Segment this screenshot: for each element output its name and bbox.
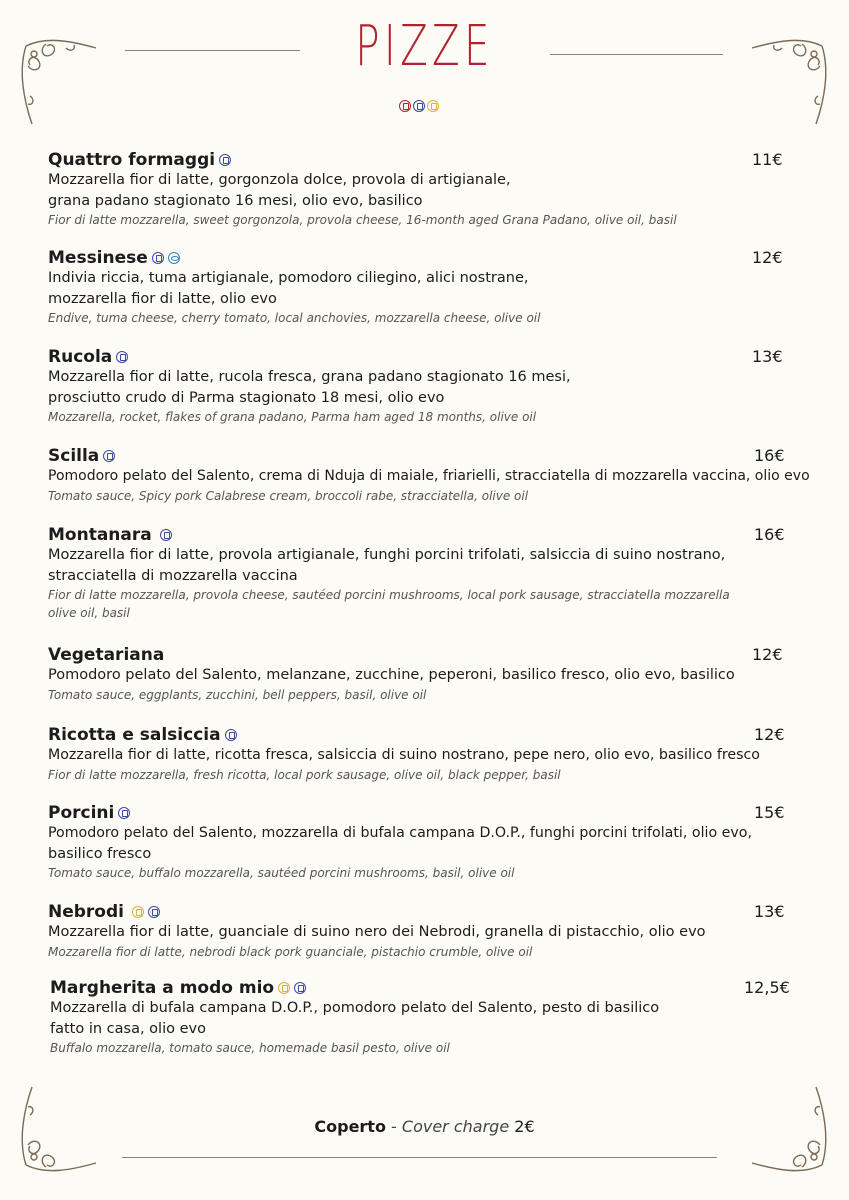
ornament-top-left	[16, 36, 106, 131]
dairy-icon	[219, 154, 231, 166]
item-desc: Mozzarella fior di latte, rucola fresca, grana padano stagionato 16 mesi,	[48, 369, 571, 385]
item-desc: Indivia riccia, tuma artigianale, pomodoro ciliegino, alici nostrane,	[48, 270, 529, 286]
item-desc: Mozzarella di bufala campana D.O.P., pomodoro pelato del Salento, pesto di basilico	[50, 1000, 660, 1016]
item-desc: Pomodoro pelato del Salento, crema di Nduja di maiale, friarielli, stracciatella di mozzarella vaccina, olio evo	[48, 468, 810, 484]
item-eng: Endive, tuma cheese, cherry tomato, local anchovies, mozzarella cheese, olive oil	[48, 311, 541, 325]
menu-item-scilla	[48, 446, 818, 505]
item-eng: Tomato sauce, eggplants, zucchini, bell peppers, basil, olive oil	[48, 687, 427, 702]
item-desc: Pomodoro pelato del Salento, melanzane, zucchine, peperoni, basilico fresco, olio evo, basilico	[48, 667, 735, 683]
item-price: 13€	[752, 347, 783, 366]
dairy-icon	[152, 252, 164, 264]
item-name: Nebrodi	[48, 902, 124, 922]
cover-sep: -	[385, 1117, 402, 1136]
item-price: 12€	[752, 645, 783, 664]
menu-item-rucola	[48, 347, 818, 426]
item-price: 12,5€	[744, 978, 790, 997]
item-price: 12€	[754, 725, 785, 744]
menu-item-ricotta-e-salsiccia	[48, 725, 818, 784]
item-price: 11€	[752, 150, 783, 169]
item-name: Margherita a modo mio	[50, 978, 275, 998]
dairy-icon	[160, 529, 172, 541]
item-name: Quattro formaggi	[48, 150, 216, 170]
item-name: Scilla	[48, 446, 100, 466]
item-price: 15€	[754, 803, 785, 822]
dairy-icon	[118, 807, 130, 819]
cover-label: Coperto	[314, 1117, 386, 1136]
item-eng: Buffalo mozzarella, tomato sauce, homemade basil pesto, olive oil	[50, 1041, 450, 1055]
dairy-icon	[148, 906, 160, 918]
menu-item-margherita-a-modo-mio	[50, 978, 820, 1057]
nut-icon	[278, 982, 290, 994]
item-desc: prosciutto crudo di Parma stagionato 18 mesi, olio evo	[48, 389, 445, 406]
item-desc: grana padano stagionato 16 mesi, olio evo, basilico	[48, 192, 423, 209]
menu-item-messinese	[48, 248, 818, 327]
dairy-icon	[225, 729, 237, 741]
item-eng: Mozzarella, rocket, flakes of grana padano, Parma ham aged 18 months, olive oil	[48, 410, 537, 424]
dairy-icon	[294, 982, 306, 994]
item-eng: Mozzarella fior di latte, nebrodi black pork guanciale, pistachio crumble, olive oil	[48, 944, 533, 959]
menu-item-vegetariana	[48, 645, 818, 704]
cover-eng: Cover charge	[401, 1117, 510, 1136]
footer-rule	[122, 1157, 717, 1158]
gluten-icon	[399, 100, 411, 112]
nut-icon	[427, 100, 439, 112]
item-price: 16€	[754, 525, 785, 544]
ornament-top-right	[742, 36, 832, 131]
item-desc: Mozzarella fior di latte, provola artigianale, funghi porcini trifolati, salsiccia di suino nostrano,	[48, 547, 726, 563]
menu-item-montanara	[48, 525, 818, 622]
item-eng: Tomato sauce, Spicy pork Calabrese cream, broccoli rabe, stracciatella, olive oil	[48, 488, 529, 503]
item-price: 12€	[752, 248, 783, 267]
header-rule-right	[550, 54, 723, 55]
item-desc: Mozzarella fior di latte, gorgonzola dolce, provola di artigianale,	[48, 172, 511, 188]
dairy-icon	[116, 351, 128, 363]
fish-icon	[168, 252, 180, 264]
item-price: 16€	[754, 446, 785, 465]
menu-item-nebrodi	[48, 902, 818, 961]
item-eng: olive oil, basil	[48, 606, 130, 620]
item-eng: Fior di latte mozzarella, fresh ricotta, local pork sausage, olive oil, black pepper, basil	[48, 767, 561, 782]
item-desc: basilico fresco	[48, 845, 152, 862]
dairy-icon	[413, 100, 425, 112]
cover-charge	[0, 1117, 849, 1136]
page-title: PIZZE	[355, 14, 494, 79]
item-name: Vegetariana	[48, 645, 165, 665]
item-desc: stracciatella di mozzarella vaccina	[48, 567, 298, 584]
item-desc: fatto in casa, olio evo	[50, 1020, 206, 1037]
menu-item-porcini	[48, 803, 818, 882]
item-name: Rucola	[48, 347, 113, 367]
nut-icon	[132, 906, 144, 918]
menu-item-quattro-formaggi	[48, 150, 818, 229]
allergen-legend	[399, 100, 439, 112]
item-name: Porcini	[48, 803, 115, 823]
item-desc: Mozzarella fior di latte, ricotta fresca, salsiccia di suino nostrano, pepe nero, olio evo, basilico fresco	[48, 747, 760, 763]
item-name: Montanara	[48, 525, 152, 545]
cover-price: 2€	[509, 1117, 535, 1136]
header-rule-left	[125, 50, 300, 51]
item-price: 13€	[754, 902, 785, 921]
dairy-icon	[103, 450, 115, 462]
item-eng: Fior di latte mozzarella, sweet gorgonzola, provola cheese, 16-month aged Grana Padano, olive oil, basil	[48, 213, 677, 227]
item-desc: mozzarella fior di latte, olio evo	[48, 290, 277, 307]
item-name: Messinese	[48, 248, 148, 268]
item-desc: Pomodoro pelato del Salento, mozzarella di bufala campana D.O.P., funghi porcini trifolati, olio evo,	[48, 825, 752, 841]
item-name: Ricotta e salsiccia	[48, 725, 221, 745]
item-eng: Fior di latte mozzarella, provola cheese, sautéed porcini mushrooms, local pork sausage, stracciatella mozzarella	[48, 588, 730, 602]
item-eng: Tomato sauce, buffalo mozzarella, sautéed porcini mushrooms, basil, olive oil	[48, 866, 515, 880]
item-desc: Mozzarella fior di latte, guanciale di suino nero dei Nebrodi, granella di pistacchio, olio evo	[48, 924, 706, 940]
